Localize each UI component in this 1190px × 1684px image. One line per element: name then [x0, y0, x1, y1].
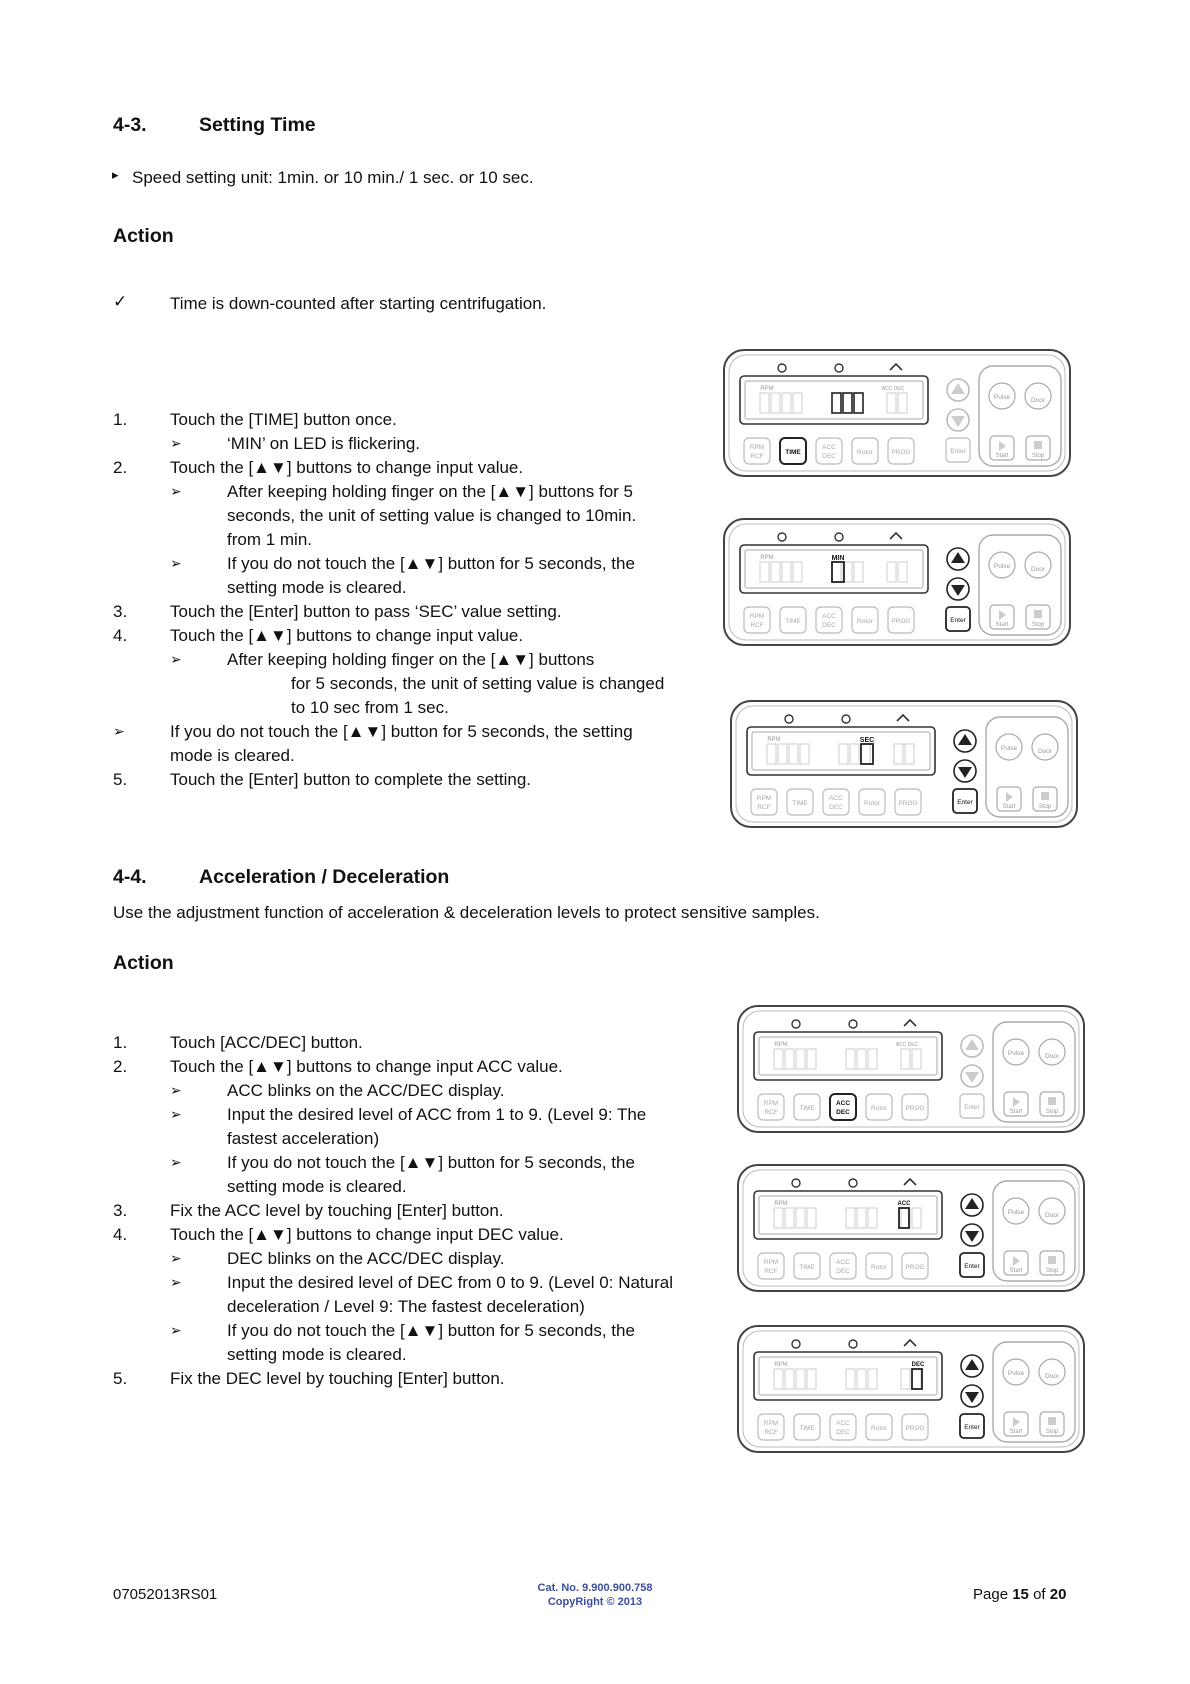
bullet-marker: ▸ — [112, 168, 119, 183]
sub-step-text: After keeping holding finger on the [▲▼] buttons for 5 — [227, 482, 634, 501]
step-number: 3. — [113, 602, 128, 621]
step-number: 4. — [113, 626, 128, 645]
button-time-label: TIME — [792, 800, 808, 807]
sub-step-continuation: for 5 seconds, the unit of setting value is changed — [291, 674, 665, 693]
button-start-label: Start — [1009, 1429, 1023, 1435]
step-text: Touch [ACC/DEC] button. — [170, 1033, 363, 1052]
sub-step-continuation: deceleration / Level 9: The fastest deceleration) — [227, 1297, 585, 1316]
panel-drawing — [722, 517, 1072, 647]
step-text: Touch the [Enter] button to pass ‘SEC’ value setting. — [170, 602, 562, 621]
display-acc-label: ACC — [897, 1201, 911, 1207]
button-dec-label: DEC — [836, 1429, 850, 1436]
button-door-label: Door — [1044, 1212, 1060, 1219]
button-time-label: TIME — [785, 449, 801, 456]
button-dec-label: DEC — [836, 1109, 850, 1116]
button-pulse-label: Pulse — [993, 394, 1011, 401]
control-panel-time-1 — [722, 348, 1072, 478]
arrow-bullet-icon: ➢ — [170, 436, 182, 452]
section-number: 4-3. — [113, 114, 147, 136]
button-enter-label: Enter — [957, 799, 973, 806]
button-pulse-label: Pulse — [1007, 1209, 1025, 1216]
button-rpm-label: RPM — [749, 444, 765, 451]
button-enter-label: Enter — [950, 448, 966, 455]
button-dec-label: DEC — [836, 1268, 850, 1275]
button-rotor-label: Rotor — [857, 618, 873, 625]
arrow-bullet-icon: ➢ — [170, 484, 182, 500]
button-prog-label: PROG — [905, 1105, 925, 1112]
button-stop-label: Stop — [1038, 804, 1052, 810]
panel-drawing — [736, 1004, 1086, 1134]
control-panel-acc-1 — [736, 1004, 1086, 1134]
button-stop-label: Stop — [1045, 1109, 1059, 1115]
footer-copyright: CopyRight © 2013 — [547, 1596, 643, 1608]
button-prog-label: PROG — [891, 618, 911, 625]
display-rpm-label: RPM — [774, 1201, 788, 1207]
page-number: 15 — [1012, 1586, 1029, 1603]
button-door-label: Door — [1030, 566, 1046, 573]
step-number: 3. — [113, 1201, 128, 1220]
button-rotor-label: Rotor — [871, 1105, 887, 1112]
arrow-bullet-icon: ➢ — [170, 1155, 182, 1171]
button-start-label: Start — [1009, 1109, 1023, 1115]
step-text: Touch the [▲▼] buttons to change input value. — [170, 626, 524, 645]
check-icon: ✓ — [113, 292, 128, 312]
page-prefix: Page — [973, 1586, 1009, 1603]
step-text: Touch the [▲▼] buttons to change input DEC value. — [170, 1225, 564, 1244]
step-number: 1. — [113, 1033, 128, 1052]
step-text: Fix the DEC level by touching [Enter] button. — [170, 1369, 505, 1388]
button-time-label: TIME — [785, 618, 801, 625]
footer-page — [973, 1586, 1066, 1603]
display-min-label: MIN — [831, 555, 845, 562]
button-door-label: Door — [1044, 1373, 1060, 1380]
control-panel-time-2 — [722, 517, 1072, 647]
note-text: If you do not touch the [▲▼] button for 5 seconds, the setting — [170, 722, 633, 741]
section-title: Acceleration / Deceleration — [199, 866, 450, 888]
step-text: Touch the [▲▼] buttons to change input ACC value. — [170, 1057, 563, 1076]
arrow-bullet-icon: ➢ — [170, 1323, 182, 1339]
display-rpm-label: RPM — [760, 555, 774, 561]
button-acc-label: ACC — [829, 795, 843, 802]
page-total: 20 — [1049, 1586, 1067, 1603]
display-accdec-label: ACC DEC — [881, 386, 905, 392]
button-rpm-label: RPM — [763, 1420, 779, 1427]
button-rcf-label: RCF — [764, 1429, 778, 1436]
button-pulse-label: Pulse — [993, 563, 1011, 570]
button-acc-label: ACC — [835, 1100, 851, 1107]
button-dec-label: DEC — [829, 804, 843, 811]
note-continuation: mode is cleared. — [170, 746, 295, 765]
button-enter-label: Enter — [964, 1263, 980, 1270]
button-time-label: TIME — [799, 1264, 815, 1271]
page-of: of — [1033, 1586, 1046, 1603]
action-heading: Action — [113, 952, 174, 974]
button-rcf-label: RCF — [764, 1268, 778, 1275]
sub-step-continuation: fastest acceleration) — [227, 1129, 380, 1148]
step-number: 2. — [113, 458, 128, 477]
button-rpm-label: RPM — [756, 795, 772, 802]
sub-step-text: After keeping holding finger on the [▲▼] buttons — [227, 650, 595, 669]
arrow-bullet-icon: ➢ — [113, 724, 125, 740]
arrow-bullet-icon: ➢ — [170, 1275, 182, 1291]
button-door-label: Door — [1044, 1053, 1060, 1060]
sub-step-continuation: setting mode is cleared. — [227, 578, 407, 597]
step-text: Touch the [Enter] button to complete the setting. — [170, 770, 532, 789]
button-prog-label: PROG — [891, 449, 911, 456]
button-start-label: Start — [1009, 1268, 1023, 1274]
button-rotor-label: Rotor — [871, 1264, 887, 1271]
display-rpm-label: RPM — [774, 1042, 788, 1048]
button-rotor-label: Rotor — [864, 800, 880, 807]
arrow-bullet-icon: ➢ — [170, 1107, 182, 1123]
button-rpm-label: RPM — [763, 1100, 779, 1107]
button-stop-label: Stop — [1045, 1429, 1059, 1435]
button-prog-label: PROG — [905, 1264, 925, 1271]
button-door-label: Door — [1037, 748, 1053, 755]
button-rpm-label: RPM — [763, 1259, 779, 1266]
button-rotor-label: Rotor — [871, 1425, 887, 1432]
sub-step-text: ACC blinks on the ACC/DEC display. — [227, 1081, 505, 1100]
button-acc-label: ACC — [822, 613, 836, 620]
button-start-label: Start — [1002, 804, 1016, 810]
step-text: Touch the [▲▼] buttons to change input value. — [170, 458, 524, 477]
button-rotor-label: Rotor — [857, 449, 873, 456]
step-number: 2. — [113, 1057, 128, 1076]
control-panel-acc-2 — [736, 1163, 1086, 1293]
button-prog-label: PROG — [905, 1425, 925, 1432]
button-start-label: Start — [995, 622, 1009, 628]
button-rcf-label: RCF — [764, 1109, 778, 1116]
footer-catalog — [500, 1581, 690, 1609]
button-acc-label: ACC — [836, 1259, 850, 1266]
button-rcf-label: RCF — [750, 622, 764, 629]
sub-step-continuation: setting mode is cleared. — [227, 1177, 407, 1196]
panel-drawing — [722, 348, 1072, 478]
arrow-bullet-icon: ➢ — [170, 1083, 182, 1099]
panel-drawing — [736, 1324, 1086, 1454]
button-time-label: TIME — [799, 1425, 815, 1432]
panel-drawing — [729, 699, 1079, 829]
sub-step-continuation: seconds, the unit of setting value is changed to 10min. — [227, 506, 637, 525]
sub-step-continuation: to 10 sec from 1 sec. — [291, 698, 449, 717]
button-dec-label: DEC — [822, 622, 836, 629]
button-pulse-label: Pulse — [1000, 745, 1018, 752]
button-enter-label: Enter — [950, 617, 966, 624]
display-rpm-label: RPM — [767, 737, 781, 743]
sub-step-text: If you do not touch the [▲▼] button for 5 seconds, the — [227, 1321, 635, 1340]
bullet-text: Speed setting unit: 1min. or 10 min./ 1 sec. or 10 sec. — [132, 168, 534, 187]
footer-doc-id: 07052013RS01 — [113, 1586, 218, 1603]
button-start-label: Start — [995, 453, 1009, 459]
panel-drawing — [736, 1163, 1086, 1293]
control-panel-acc-3 — [736, 1324, 1086, 1454]
arrow-bullet-icon: ➢ — [170, 652, 182, 668]
section-number: 4-4. — [113, 866, 147, 888]
check-text: Time is down-counted after starting centrifugation. — [170, 294, 547, 313]
sub-step-text: ‘MIN’ on LED is flickering. — [227, 434, 421, 453]
sub-step-text: If you do not touch the [▲▼] button for 5 seconds, the — [227, 554, 635, 573]
display-rpm-label: RPM — [774, 1362, 788, 1368]
sub-step-text: Input the desired level of ACC from 1 to 9. (Level 9: The — [227, 1105, 647, 1124]
sub-step-text: Input the desired level of DEC from 0 to 9. (Level 0: Natural — [227, 1273, 674, 1292]
step-number: 1. — [113, 410, 128, 429]
button-stop-label: Stop — [1045, 1268, 1059, 1274]
button-pulse-label: Pulse — [1007, 1370, 1025, 1377]
button-stop-label: Stop — [1031, 622, 1045, 628]
sub-step-text: If you do not touch the [▲▼] button for 5 seconds, the — [227, 1153, 635, 1172]
button-enter-label: Enter — [964, 1424, 980, 1431]
button-enter-label: Enter — [964, 1104, 980, 1111]
button-prog-label: PROG — [898, 800, 918, 807]
display-rpm-label: RPM — [760, 386, 774, 392]
button-rpm-label: RPM — [749, 613, 765, 620]
step-text: Touch the [TIME] button once. — [170, 410, 397, 429]
control-panel-time-3 — [729, 699, 1079, 829]
arrow-bullet-icon: ➢ — [170, 556, 182, 572]
action-heading: Action — [113, 225, 174, 247]
sub-step-continuation: from 1 min. — [227, 530, 313, 549]
step-number: 5. — [113, 770, 128, 789]
display-sec-label: SEC — [859, 737, 875, 744]
button-acc-label: ACC — [822, 444, 836, 451]
step-text: Fix the ACC level by touching [Enter] button. — [170, 1201, 504, 1220]
arrow-bullet-icon: ➢ — [170, 1251, 182, 1267]
display-accdec-label: ACC DEC — [895, 1042, 919, 1048]
button-pulse-label: Pulse — [1007, 1050, 1025, 1057]
section-title: Setting Time — [199, 114, 316, 136]
step-number: 5. — [113, 1369, 128, 1388]
button-acc-label: ACC — [836, 1420, 850, 1427]
button-time-label: TIME — [799, 1105, 815, 1112]
section-intro: Use the adjustment function of acceleration & deceleration levels to protect sensitive samples. — [113, 903, 820, 922]
button-rcf-label: RCF — [750, 453, 764, 460]
sub-step-text: DEC blinks on the ACC/DEC display. — [227, 1249, 505, 1268]
sub-step-continuation: setting mode is cleared. — [227, 1345, 407, 1364]
button-door-label: Door — [1030, 397, 1046, 404]
footer-cat-no: Cat. No. 9.900.900.758 — [537, 1582, 653, 1594]
step-number: 4. — [113, 1225, 128, 1244]
button-rcf-label: RCF — [757, 804, 771, 811]
button-dec-label: DEC — [822, 453, 836, 460]
button-stop-label: Stop — [1031, 453, 1045, 459]
display-dec-label: DEC — [911, 1362, 925, 1368]
